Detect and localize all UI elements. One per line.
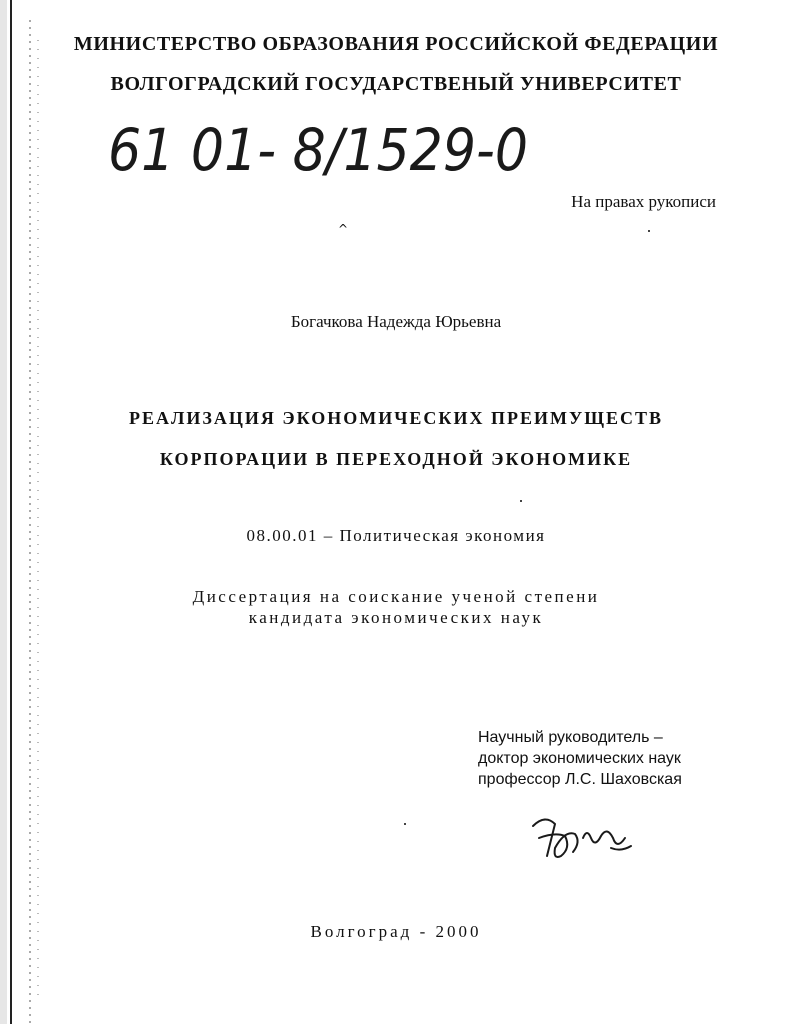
supervisor-role: Научный руководитель – <box>478 729 663 746</box>
ministry-heading: МИНИСТЕРСТВО ОБРАЗОВАНИЯ РОССИЙСКОЙ ФЕДЕРАЦИИ <box>73 33 719 55</box>
scan-speck <box>520 500 522 502</box>
scan-speck <box>404 823 406 825</box>
scan-speck <box>648 230 650 232</box>
handwritten-signature <box>525 808 635 868</box>
degree-line-1: Диссертация на соискание ученой степени <box>192 587 600 606</box>
scan-binding-edge <box>0 0 50 1024</box>
supervisor-name: профессор Л.С. Шаховская <box>478 771 682 788</box>
archive-code-text: 61 01- 8/1529-0 <box>108 116 528 184</box>
handwritten-archive-code <box>108 108 538 188</box>
degree-line-2: кандидата экономических наук <box>248 608 544 627</box>
specialty-code: 08.00.01 – Политическая экономия <box>246 526 546 545</box>
dissertation-title-line-2: КОРПОРАЦИИ В ПЕРЕХОДНОЙ ЭКОНОМИКЕ <box>159 449 633 469</box>
dissertation-title-line-1: РЕАЛИЗАЦИЯ ЭКОНОМИЧЕСКИХ ПРЕИМУЩЕСТВ <box>129 408 663 428</box>
rights-note: На правах рукописи <box>571 192 716 211</box>
city-year: Волгоград - 2000 <box>310 922 482 941</box>
pen-mark: ^ <box>338 222 349 236</box>
author-name: Богачкова Надежда Юрьевна <box>290 312 502 331</box>
supervisor-block <box>478 727 682 790</box>
supervisor-degree: доктор экономических наук <box>478 750 681 767</box>
university-heading: ВОЛГОГРАДСКИЙ ГОСУДАРСТВЕНЫЙ УНИВЕРСИТЕТ <box>110 73 682 95</box>
